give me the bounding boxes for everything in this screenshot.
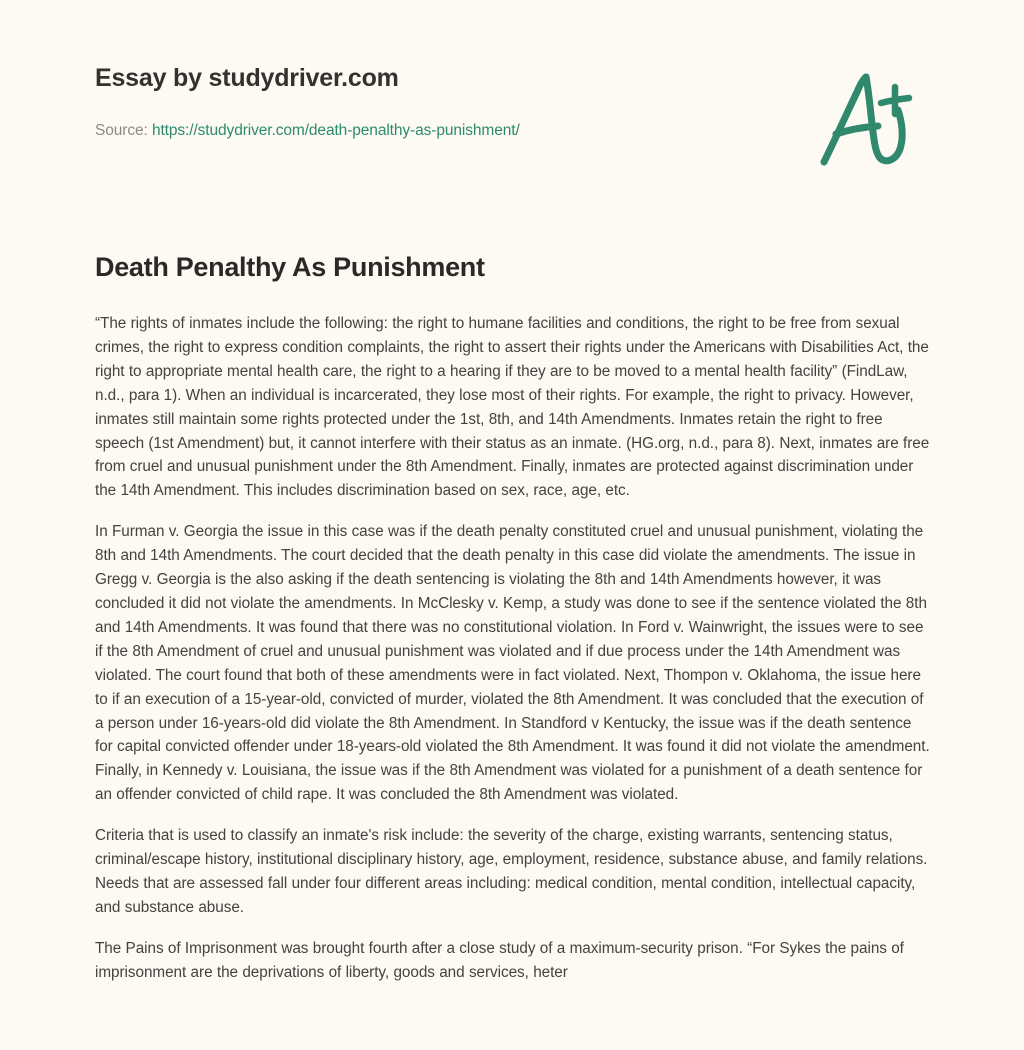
source-label: Source: [95, 122, 152, 139]
page-title: Death Penalthy As Punishment [95, 252, 485, 282]
source-url-link[interactable]: https://studydriver.com/death-penalthy-as-punishment/ [151, 122, 520, 139]
article-body [95, 312, 931, 985]
article-paragraph: In Furman v. Georgia the issue in this case was if the death penalty constituted cruel and unusual punishment, violating the 8th and 14th Amendments. The court decided that the death penalty in this case did violate the amendments. The issue in Gregg v. Georgia is the also asking if the death sentencing is violating the 8th and 14th Amendments however, it was concluded it did not violate the amendments. In McClesky v. Kemp, a study was done to see if the sentence violated the 8th and 14th Amendments. It was found that there was no constitutional violation. In Ford v. Wainwright, the issues were to see if the 8th Amendment of cruel and unusual punishment was violated and if due process under the 14th Amendment was violated. The court found that both of these amendments were in fact violated. Next, Thompon v. Oklahoma, the issue here to if an execution of a 15-year-old, convicted of murder, violated the 8th Amendment. It was concluded that the execution of a person under 16-years-old did violate the 8th Amendment. In Standford v Kentucky, the issue was if the death sentence for capital convicted offender under 18-years-old violated the 8th Amendment. It was found it did not violate the amendment. Finally, in Kennedy v. Louisiana, the issue was if the 8th Amendment was violated for a punishment of a death sentence for an offender convicted of child rape. It was concluded the 8th Amendment was violated. [95, 523, 930, 804]
article-container [95, 250, 931, 985]
page-header [0, 0, 1024, 200]
article-paragraph: The Pains of Imprisonment was brought fourth after a close study of a maximum-security prison. “For Sykes the pains of imprisonment are the deprivations of liberty, goods and services, heter [95, 939, 904, 981]
studydriver-a-plus-logo-icon [812, 70, 922, 170]
article-paragraph: “The rights of inmates include the following: the right to humane facilities and conditions, the right to be free from sexual crimes, the right to express condition complaints, the right to assert their rights under the Americans with Disabilities Act, the right to appropriate mental health care, the right to a hearing if they are to be moved to a mental health facility” (FindLaw, n.d., para 1). When an individual is incarcerated, they lose most of their rights. For example, the right to privacy. However, inmates still maintain some rights protected under the 1st, 8th, and 14th Amendments. Inmates retain the right to free speech (1st Amendment) but, it cannot interfere with their status as an inmate. (HG.org, n.d., para 8). Next, inmates are free from cruel and unusual punishment under the 8th Amendment. Finally, inmates are protected against discrimination under the 14th Amendment. This includes discrimination based on sex, race, age, etc. [95, 315, 930, 500]
source-line [95, 122, 520, 140]
essay-byline: Essay by studydriver.com [95, 64, 399, 92]
article-paragraph: Criteria that is used to classify an inmate's risk include: the severity of the charge, existing warrants, sentencing status, criminal/escape history, institutional disciplinary history, age, employment, residence, substance abuse, and family relations. Needs that are assessed fall under four different areas including: medical condition, mental condition, intellectual capacity, and substance abuse. [95, 827, 928, 916]
a-plus-logo-glyph [812, 70, 922, 170]
